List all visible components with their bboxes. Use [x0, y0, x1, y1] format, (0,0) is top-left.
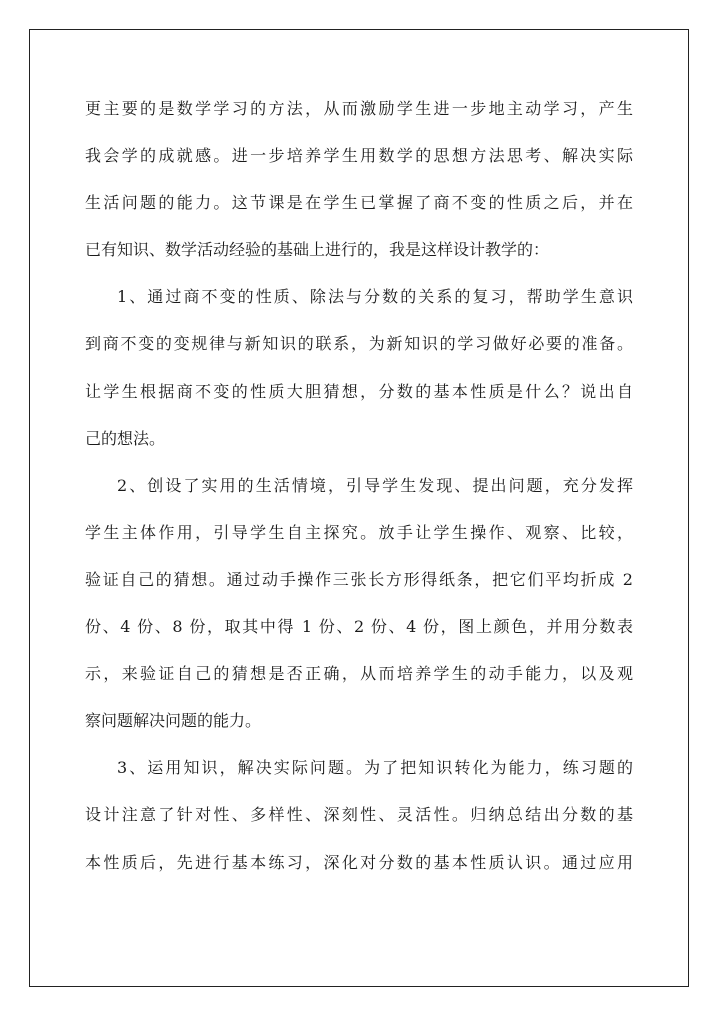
text-line: 份、4 份、8 份，取其中得 1 份、2 份、4 份，图上颜色，并用分数表 — [85, 617, 633, 637]
text-line: 3、运用知识，解决实际问题。为了把知识转化为能力，练习题的 — [117, 758, 633, 778]
text-line: 验证自己的猜想。通过动手操作三张长方形得纸条，把它们平均折成 2 — [85, 569, 633, 589]
text-line: 到商不变的变规律与新知识的联系，为新知识的学习做好必要的准备。 — [85, 334, 633, 354]
text-line: 生活问题的能力。这节课是在学生已掌握了商不变的性质之后，并在 — [85, 193, 633, 213]
text-line: 学生主体作用，引导学生自主探究。放手让学生操作、观察、比较， — [85, 522, 633, 542]
text-line: 己的想法。 — [85, 428, 166, 448]
text-line: 察问题解决问题的能力。 — [85, 711, 262, 731]
text-line: 我会学的成就感。进一步培养学生用数学的思想方法思考、解决实际 — [85, 146, 633, 166]
text-line: 设计注意了针对性、多样性、深刻性、灵活性。归纳总结出分数的基 — [85, 805, 633, 825]
text-line: 1、通过商不变的性质、除法与分数的关系的复习，帮助学生意识 — [117, 287, 633, 307]
text-line: 示，来验证自己的猜想是否正确，从而培养学生的动手能力，以及观 — [85, 664, 633, 684]
document-body — [85, 90, 633, 891]
text-line: 本性质后，先进行基本练习，深化对分数的基本性质认识。通过应用 — [85, 852, 633, 872]
text-line: 2、创设了实用的生活情境，引导学生发现、提出问题，充分发挥 — [117, 475, 633, 495]
text-line: 已有知识、数学活动经验的基础上进行的，我是这样设计教学的： — [85, 240, 550, 260]
text-line: 更主要的是数学学习的方法，从而激励学生进一步地主动学习，产生 — [85, 99, 633, 118]
text-line: 让学生根据商不变的性质大胆猜想，分数的基本性质是什么？说出自 — [85, 381, 633, 401]
